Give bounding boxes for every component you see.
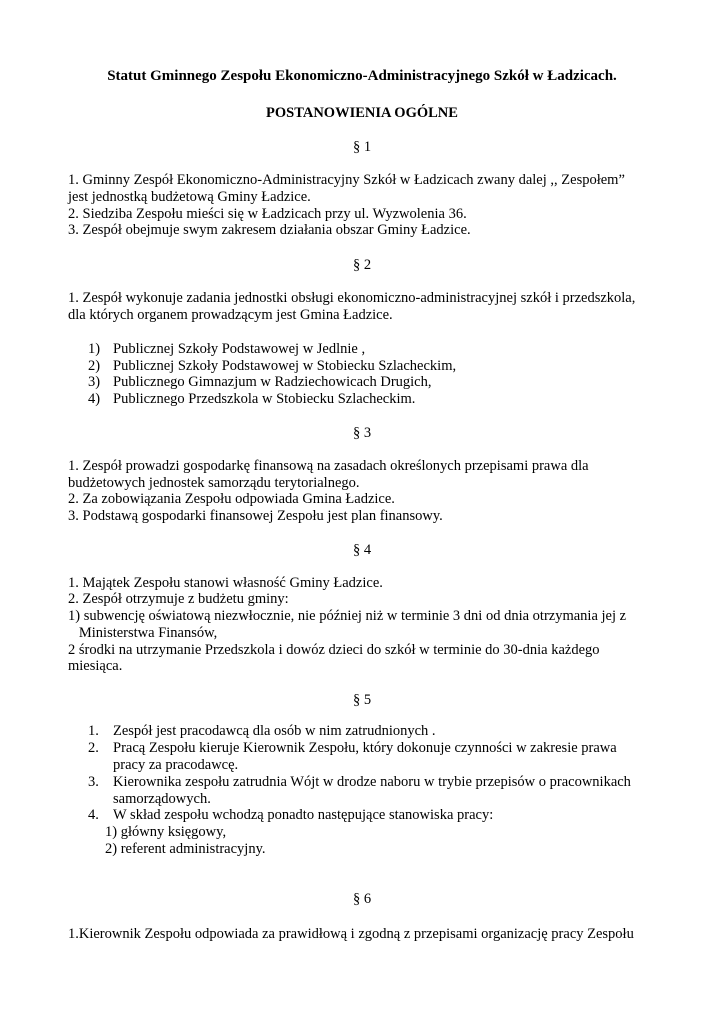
- list-item: Publicznej Szkoły Podstawowej w Jedlnie ,: [113, 341, 366, 357]
- paragraph-4-line: Ministerstwa Finansów,: [68, 625, 218, 641]
- paragraph-1-line: jest jednostką budżetową Gminy Ładzice.: [68, 189, 311, 205]
- list-item-number: 2): [88, 358, 101, 374]
- section-title: POSTANOWIENIA OGÓLNE: [266, 105, 458, 121]
- paragraph-heading-5: § 5: [352, 692, 372, 708]
- paragraph-heading-3: § 3: [352, 425, 372, 441]
- list-item-number: 2.: [88, 740, 99, 756]
- list-item: Publicznego Przedszkola w Stobiecku Szlacheckim.: [113, 391, 416, 407]
- list-item-number: 1.: [88, 723, 99, 739]
- paragraph-3-line: 2. Za zobowiązania Zespołu odpowiada Gmina Ładzice.: [68, 491, 395, 507]
- list-item-number: 3.: [88, 774, 99, 790]
- list-item: Pracą Zespołu kieruje Kierownik Zespołu, który dokonuje czynności w zakresie prawa: [113, 740, 617, 756]
- list-item: Publicznej Szkoły Podstawowej w Stobiecku Szlacheckim,: [113, 358, 457, 374]
- paragraph-1-line: 2. Siedziba Zespołu mieści się w Ładzicach przy ul. Wyzwolenia 36.: [68, 206, 467, 222]
- paragraph-3-line: 3. Podstawą gospodarki finansowej Zespołu jest plan finansowy.: [68, 508, 443, 524]
- paragraph-2-line: dla których organem prowadzącym jest Gmina Ładzice.: [68, 307, 393, 323]
- paragraph-1-line: 3. Zespół obejmuje swym zakresem działania obszar Gminy Ładzice.: [68, 222, 471, 238]
- paragraph-4-line: 2 środki na utrzymanie Przedszkola i dowóz dzieci do szkół w terminie do 30-dnia każdego: [68, 642, 600, 658]
- paragraph-4-line: 2. Zespół otrzymuje z budżetu gminy:: [68, 591, 289, 607]
- list-item: Zespół jest pracodawcą dla osób w nim zatrudnionych .: [113, 723, 436, 739]
- list-item: W skład zespołu wchodzą ponadto następujące stanowiska pracy:: [113, 807, 494, 823]
- document-title: Statut Gminnego Zespołu Ekonomiczno-Administracyjnego Szkół w Ładzicach.: [107, 68, 617, 84]
- list-item-number: 1): [88, 341, 101, 357]
- sub-list-item: 2) referent administracyjny.: [105, 841, 266, 857]
- paragraph-1-line: 1. Gminny Zespół Ekonomiczno-Administracyjny Szkół w Ładzicach zwany dalej ,, Zespołem”: [68, 172, 625, 188]
- paragraph-heading-2: § 2: [352, 257, 372, 273]
- list-item-number: 4): [88, 391, 101, 407]
- paragraph-3-line: budżetowych jednostek samorządu terytorialnego.: [68, 475, 360, 491]
- paragraph-3-line: 1. Zespół prowadzi gospodarkę finansową na zasadach określonych przepisami prawa dla: [68, 458, 589, 474]
- list-item-number: 4.: [88, 807, 99, 823]
- paragraph-2-line: 1. Zespół wykonuje zadania jednostki obsługi ekonomiczno-administracyjnej szkół i przedszkola,: [68, 290, 636, 306]
- paragraph-6-line: 1.Kierownik Zespołu odpowiada za prawidłową i zgodną z przepisami organizację pracy Zespołu: [68, 926, 634, 942]
- paragraph-4-line: 1. Majątek Zespołu stanowi własność Gminy Ładzice.: [68, 575, 383, 591]
- list-item-continuation: pracy za pracodawcę.: [113, 757, 239, 773]
- list-item: Publicznego Gimnazjum w Radziechowicach Drugich,: [113, 374, 432, 390]
- list-item-number: 3): [88, 374, 101, 390]
- sub-list-item: 1) główny księgowy,: [105, 824, 227, 840]
- list-item-continuation: samorządowych.: [113, 791, 211, 807]
- paragraph-4-line: miesiąca.: [68, 658, 123, 674]
- paragraph-4-line: 1) subwencję oświatową niezwłocznie, nie później niż w terminie 3 dni od dnia otrzymania jej z: [68, 608, 627, 624]
- paragraph-heading-6: § 6: [352, 891, 372, 907]
- list-item: Kierownika zespołu zatrudnia Wójt w drodze naboru w trybie przepisów o pracownikach: [113, 774, 631, 790]
- paragraph-heading-4: § 4: [352, 542, 372, 558]
- paragraph-heading-1: § 1: [352, 139, 372, 155]
